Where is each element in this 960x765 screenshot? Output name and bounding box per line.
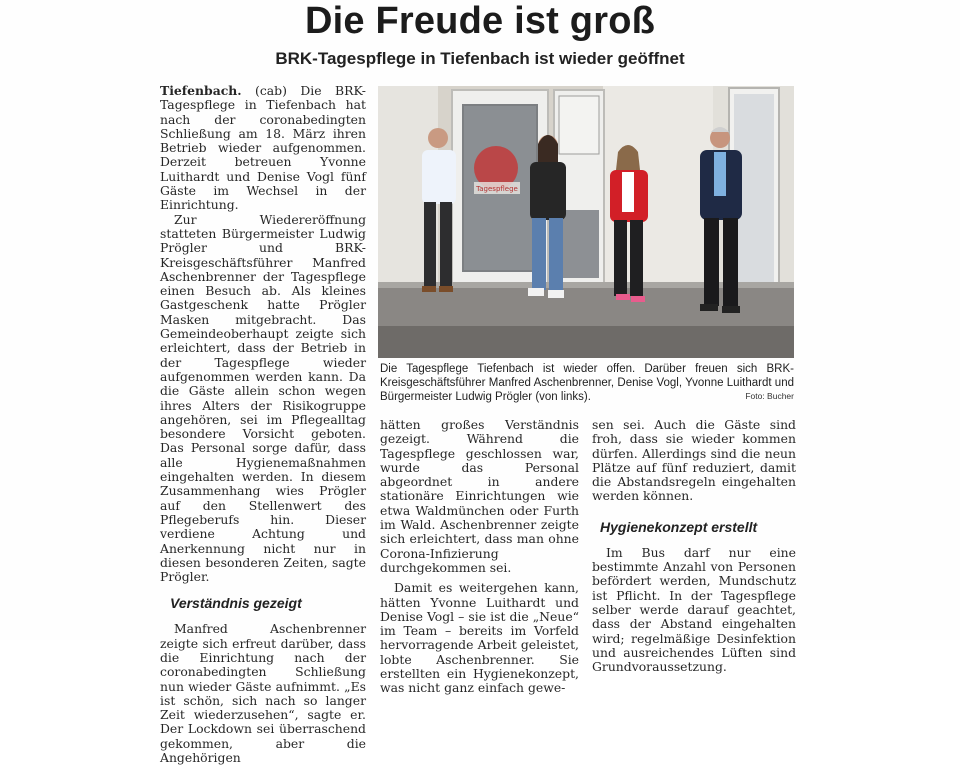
photo-illustration	[378, 86, 794, 358]
paragraph: hätten großes Verständnis gezeigt. Während die Tagespflege geschlossen war, wurde das Personal abgeordnet in andere stationäre Einrichtungen wie etwa Waldmünchen oder Furth im Wald. Aschenbrenner zeigte sich erleichtert, dass man ohne Corona-Infizierung durchgekommen sei.	[380, 417, 579, 575]
paragraph: Zur Wiedereröffnung statteten Bürgermeister Ludwig Prögler und BRK-Kreisgeschäftsführer Manfred Aschenbrenner der Tagespflege einen Besuch ab. Als kleines Gastgeschenk hatte Prögler Masken mitgebracht. Das Gemeindeoberhaupt zeigte sich erleichtert, dass der Betrieb in der Tagespflege wieder aufgenommen werden kann. Da die Gäste allein schon wegen ihres Alters der Risikogruppe angehören, sei im Pflegealltag besondere Vorsicht geboten. Das Personal sorge dafür, dass alle Hygienemaßnahmen eingehalten werden. In diesem Zusammenhang wies Prögler auf den Stellenwert des Pflegeberufs hin. Dieser verdiene Achtung und Anerkennung nicht nur in diesen besonderen Zeiten, sagte Prögler.	[160, 211, 366, 585]
photo-credit: Foto: Bucher	[745, 391, 794, 401]
paragraph-intro	[160, 84, 366, 213]
section-subtitle: Verständnis gezeigt	[170, 595, 302, 612]
article-subheadline: BRK-Tagespflege in Tiefenbach ist wieder geöffnet	[275, 49, 685, 68]
paragraph: sen sei. Auch die Gäste sind froh, dass sie wieder kommen dürfen. Allerdings sind die neun Plätze auf fünf reduziert, damit die Abstandsregeln eingehalten werden können.	[592, 417, 796, 504]
paragraph: Damit es weitergehen kann, hätten Yvonne Luithardt und Denise Vogl – sie ist die „Neue“ im Team – bereits im Vorfeld hervorragende Arbeit geleistet, lobte Aschenbrenner. Sie erstellten ein Hygienekonzept, was nicht ganz einfach gewe-	[380, 580, 579, 696]
photo-caption: Die Tagespflege Tiefenbach ist wieder offen. Darüber freuen sich BRK-Kreisgeschäftsführer Manfred Aschenbrenner, Denise Vogl, Yvonne Luithardt und Bürgermeister Ludwig Prögler (von links).	[380, 363, 794, 404]
article-photo	[378, 86, 794, 358]
article-column-1	[160, 84, 366, 765]
dateline: Tiefenbach.	[160, 83, 242, 98]
article-column-2	[380, 418, 579, 696]
intro-text: (cab) Die BRK-Tagespflege in Tiefenbach hat nach der coronabedingten Schließung am 18. März ihren Betrieb wieder aufgenommen. Derzeit betreuen Yvonne Luithardt und Denise Vogl fünf Gäste im Wechsel in der Einrichtung.	[160, 83, 366, 213]
paragraph: Manfred Aschenbrenner zeigte sich erfreut darüber, dass die Einrichtung nach der coronabedingten Schließung nun wieder Gäste aufnimmt. „Es ist schön, sich nach so langer Zeit wiederzusehen“, sagte er. Der Lockdown sei überraschend gekommen, aber die Angehörigen	[160, 621, 366, 765]
paragraph: Im Bus darf nur eine bestimmte Anzahl von Personen befördert werden, Mundschutz ist Pflicht. In der Tagespflege selber werde darauf geachtet, dass der Abstand eingehalten wird; regelmäßige Desinfektion und ausreichendes Lüften sind Grundvoraussetzung.	[592, 544, 796, 675]
article-column-3	[592, 418, 796, 674]
door-sign-text: Tagespflege	[476, 185, 518, 193]
article-headline: Die Freude ist groß	[304, 0, 656, 42]
section-subtitle: Hygienekonzept erstellt	[600, 518, 758, 535]
